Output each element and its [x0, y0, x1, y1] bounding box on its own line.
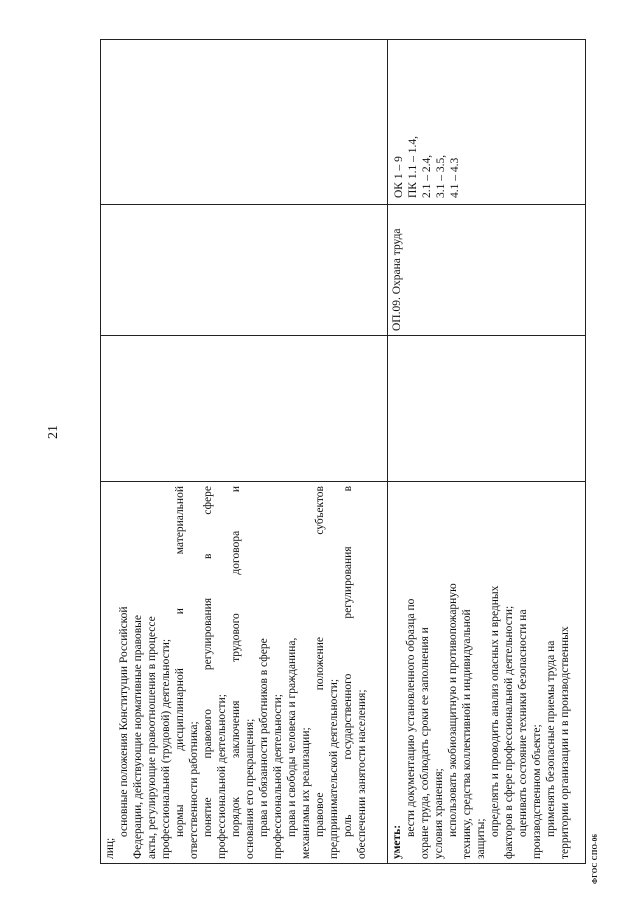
empty-cell	[101, 40, 388, 205]
knowledge-text	[101, 482, 369, 863]
text-line: нормы дисциплинарной и материальной	[174, 486, 186, 837]
text-line: территории организации и в производственных	[559, 626, 572, 859]
text-line: Федерации, действующие нормативные правовые	[132, 615, 144, 859]
empty-cell	[388, 336, 586, 482]
empty-cell	[101, 205, 388, 336]
text-line: ответственности работника;	[188, 721, 200, 859]
competency-code: 4.1 – 4.3	[449, 157, 462, 198]
text-line: основные положения Конституции Российской	[118, 606, 130, 837]
competency-codes-cell	[388, 40, 586, 205]
text-line: условия хранения;	[433, 768, 446, 859]
competency-table	[100, 39, 586, 864]
competency-code: ОК 1 – 9	[393, 156, 406, 198]
text-line: порядок заключения трудового договора и	[230, 486, 242, 837]
text-line: профессиональной деятельности;	[272, 694, 284, 859]
table-row-lower	[388, 40, 586, 864]
skills-heading: уметь:	[391, 824, 404, 859]
text-line: обеспечении занятости населения;	[356, 689, 368, 859]
skills-cell	[388, 482, 586, 864]
footer-code: ФГОС СПО-06	[591, 833, 599, 884]
text-line: использовать экобиозащитную и противопожарную	[447, 583, 460, 837]
text-line: предпринимательской деятельности;	[328, 678, 340, 859]
knowledge-cell	[101, 482, 388, 864]
text-line: права и свободы человека и гражданина,	[286, 637, 298, 837]
text-line: права и обязанности работников в сфере	[258, 638, 270, 837]
table-row-upper	[101, 40, 388, 864]
text-line: оценивать состояние техники безопасности на	[517, 609, 530, 837]
empty-cell	[101, 336, 388, 482]
text-line: факторов в сфере профессиональной деятельности;	[503, 605, 516, 859]
discipline-cell	[388, 205, 586, 336]
text-line: правовое положение субъектов	[314, 486, 326, 837]
text-line: производственном объекте;	[531, 724, 544, 859]
text-line: основания его прекращения;	[244, 718, 256, 859]
competency-code: ПК 1.1 – 1.4,	[407, 136, 420, 198]
text-line: профессиональной деятельности;	[216, 694, 228, 859]
competency-code: 2.1 – 2.4,	[421, 154, 434, 198]
text-line: лиц;	[104, 837, 116, 859]
page-number: 21	[46, 425, 61, 439]
text-line: определять и проводить анализ опасных и вредных	[489, 585, 502, 837]
text-line: роль государственного регулирования в	[342, 486, 354, 837]
discipline-name: ОП.09. Охрана труда	[391, 228, 404, 331]
text-line: механизмы их реализации;	[300, 727, 312, 859]
text-line: применять безопасные приемы труда на	[545, 640, 558, 837]
competency-codes	[388, 40, 466, 204]
text-line: охране труда, соблюдать сроки ее заполнения и	[419, 627, 432, 859]
text-line: вести документацию установленного образца по	[405, 598, 418, 837]
text-line: технику, средства коллективной и индивидуальной	[461, 609, 474, 859]
text-line: защиты;	[475, 818, 488, 859]
skills-text	[388, 482, 572, 863]
text-line: профессиональной (трудовой) деятельности;	[160, 638, 172, 859]
text-line: понятие правового регулирования в сфере	[202, 486, 214, 837]
competency-code: 3.1 – 3.5,	[435, 154, 448, 198]
landscape-page	[100, 44, 586, 864]
text-line: акты, регулирующие правоотношения в процессе	[146, 616, 158, 859]
